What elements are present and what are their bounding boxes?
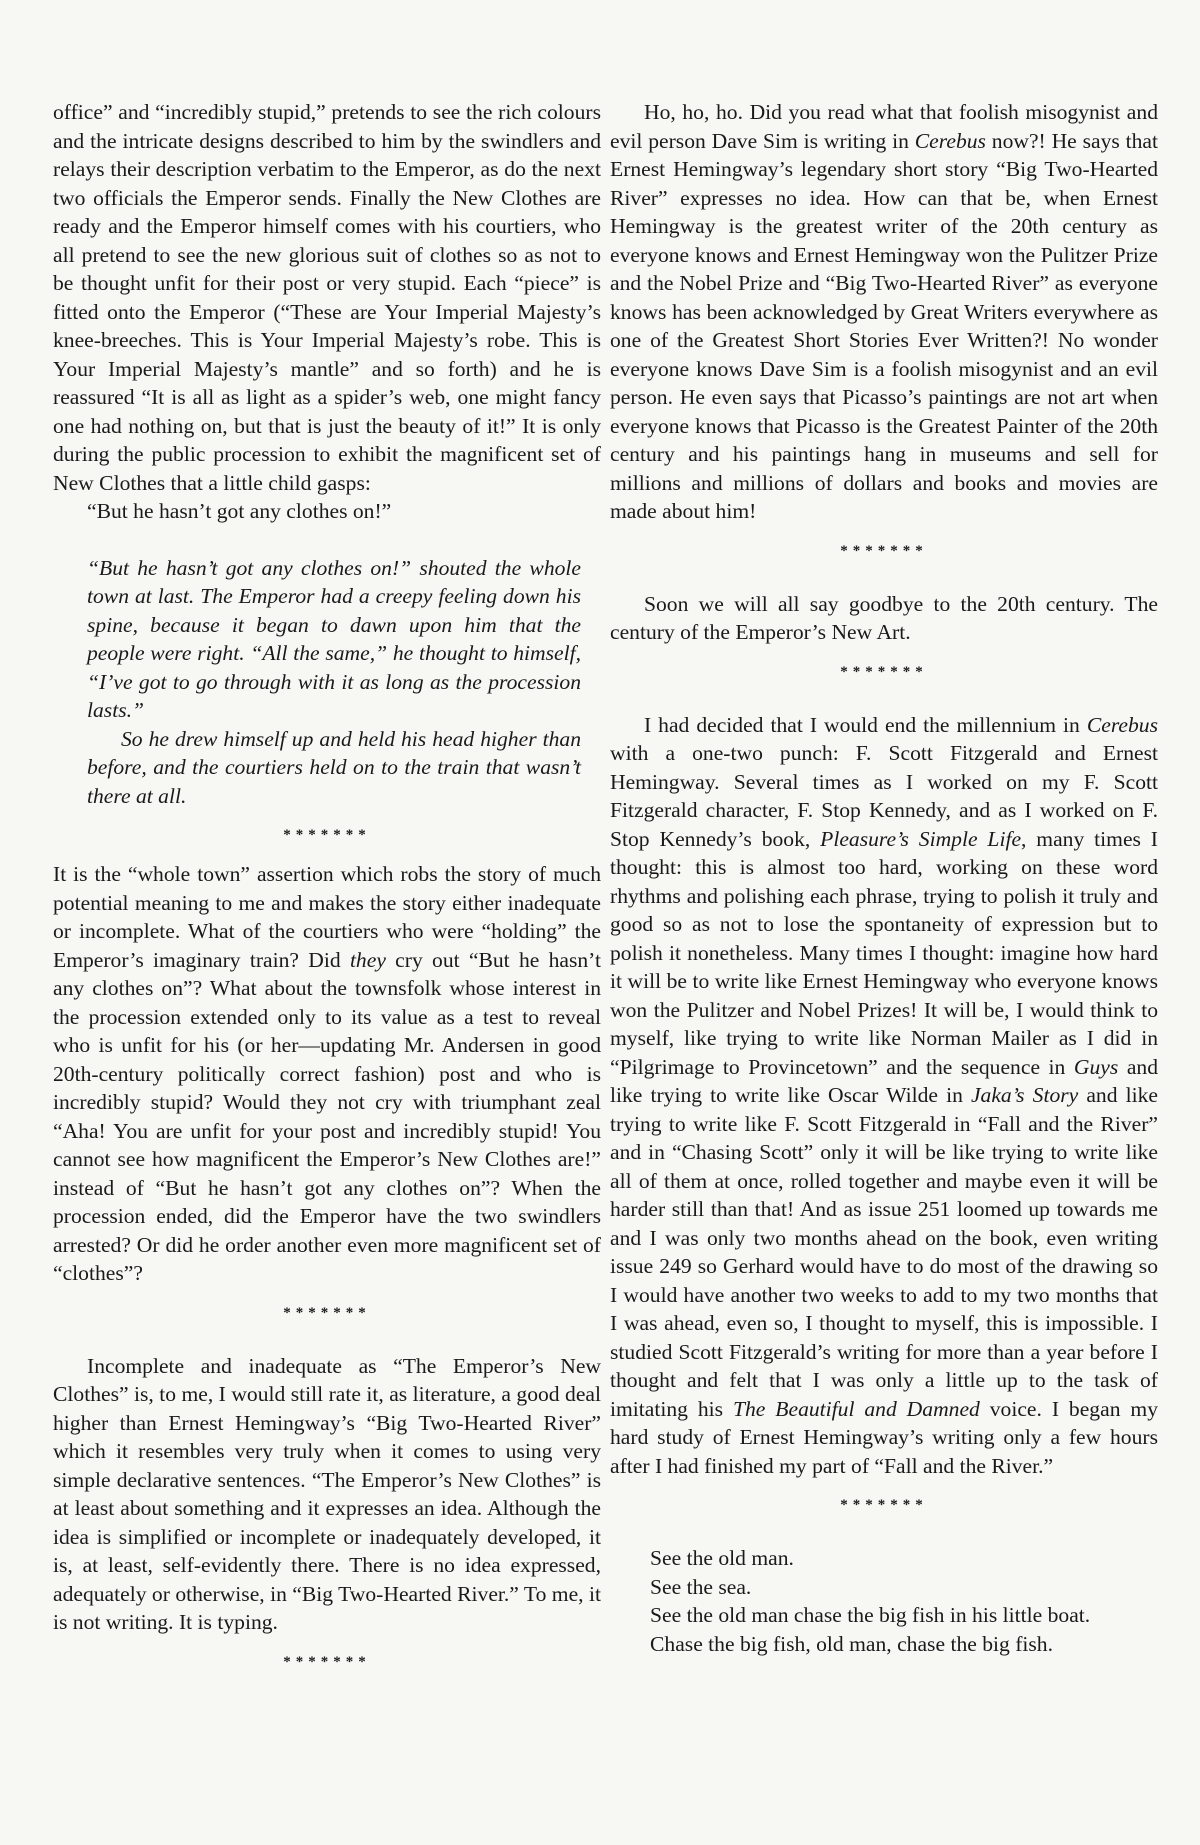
- section-divider: *******: [840, 1497, 928, 1513]
- section-divider: *******: [840, 542, 928, 559]
- paragraph-whole-town-assertion: It is the “whole town” assertion which robs the story of much potential meaning to me and makes the story either inadequate or incomplete. What of the courtiers who were “holding” the Emperor’s imaginary train? Did they cry out “But he hasn’t any clothes on”? What about the townsfolk whose interest in the procession extended only to its value as a test to reveal who is unfit for his (or her—updating Mr. Andersen in good 20th-century politically correct fashion) post and who is incredibly stupid? Would they not cry with triumphant zeal “Aha! You are unfit for your post and incredibly stupid! You cannot see how magnificent the Emperor’s New Clothes are!” instead of “But he hasn’t got any clothes on”? When the procession ended, did the Emperor have the two swindlers arrested? Or did he order another even more magnificent set of “clothes”?: [53, 862, 601, 1285]
- verse-line: See the sea.: [650, 1574, 752, 1599]
- section-divider: *******: [283, 1653, 371, 1670]
- left-column: [53, 98, 601, 1673]
- verse-line: See the old man chase the big fish in his little boat.: [650, 1603, 1091, 1627]
- paragraph-ho-ho-ho: Ho, ho, ho. Did you read what that foolish misogynist and evil person Dave Sim is writing in Cerebus now?! He says that Ernest Hemingway’s legendary short story “Big Two-Hearted River” expresses no idea. How can that be, when Ernest Hemingway is the greatest writer of the 20th century as everyone knows and Ernest Hemingway won the Pulitzer Prize and the Nobel Prize and “Big Two-Hearted River” as everyone knows has been acknowledged by Great Writers everywhere as one of the Greatest Short Stories Ever Written?! No wonder everyone knows Dave Sim is a foolish misogynist and an evil person. He even says that Picasso’s paintings are not art when everyone knows that Picasso is the Greatest Painter of the 20th century and his paintings hang in museums and sell for millions and millions of dollars and books and movies are made about him!: [610, 100, 1158, 523]
- verse-line: See the old man.: [650, 1546, 794, 1570]
- paragraph-incomplete-inadequate: Incomplete and inadequate as “The Emperor’s New Clothes” is, to me, I would still rate it, as literature, a good deal higher than Ernest Hemingway’s “Big Two-Hearted River” which it resembles very truly when it comes to using very simple declarative sentences. “The Emperor’s New Clothes” is at least about something and it expresses an idea. Although the idea is simplified or incomplete or inadequately developed, it is, at least, self-evidently there. There is no idea expressed, adequately or otherwise, in “Big Two-Hearted River.” To me, it is not writing. It is typing.: [53, 1353, 601, 1634]
- quote-whole-town: “But he hasn’t got any clothes on!” shouted the whole town at last. The Emperor had a creepy feeling down his spine, because it began to dawn upon him that the people were right. “All the same,” he thought to himself, “I’ve got to go through with it as long as the procession lasts.”: [87, 555, 581, 722]
- section-divider: *******: [283, 827, 371, 843]
- section-divider: *******: [283, 1304, 371, 1321]
- paragraph-millennium-punch: I had decided that I would end the millennium in Cerebus with a one-two punch: F. Scott Fitzgerald and Ernest Hemingway. Several times as I worked on my F. Scott Fitzgerald character, F. Stop Kennedy, and as I worked on F. Stop Kennedy’s book, Pleasure’s Simple Life, many times I thought: this is almost too hard, working on these word rhythms and polishing each phrase, trying to polish it truly and good so as not to lose the spontaneity of expression but to polish it nonetheless. Many times I thought: imagine how hard it will be to write like Ernest Hemingway who everyone knows won the Pulitzer and Nobel Prizes! It will be, I would think to myself, like trying to write like Norman Mailer as I did in “Pilgrimage to Provincetown” and the sequence in Guys and like trying to write like Oscar Wilde in Jaka’s Story and like trying to write like F. Scott Fitzgerald in “Fall and the River” and in “Chasing Scott” only it will be like trying to write like all of them at once, rolled together and maybe even it will be harder still than that! And as issue 251 loomed up towards me and I was only two months ahead on the book, even writing issue 249 so Gerhard would have to do most of the drawing so I would have another two weeks to add to my two months that I was ahead, even so, I thought to myself, this is impossible. I studied Scott Fitzgerald’s writing for more than a year before I thought and felt that I was only a little up to the task of imitating his The Beautiful and Damned voice. I began my hard study of Ernest Hemingway’s writing only a few hours after I had finished my part of “Fall and the River.”: [610, 712, 1158, 1478]
- paragraph-goodbye-century: Soon we will all say goodbye to the 20th century. The century of the Emperor’s New Art.: [610, 591, 1158, 644]
- paragraph-emperor-procession: office” and “incredibly stupid,” pretends to see the rich colours and the intricate designs described to him by the swindlers and relays their description verbatim to the Emperor, as do the next two officials the Emperor sends. Finally the New Clothes are ready and the Emperor himself comes with his courtiers, who all pretend to see the new glorious suit of clothes so as not to be thought unfit for their post or very stupid. Each “piece” is fitted onto the Emperor (“These are Your Imperial Majesty’s knee-breeches. This is Your Imperial Majesty’s robe. This is Your Imperial Majesty’s mantle” and so forth) and he is reassured “It is all as light as a spider’s web, one might fancy one had nothing on, but that is just the beauty of it!” It is only during the public procession to exhibit the magnificent set of New Clothes that a little child gasps:: [53, 100, 601, 495]
- right-column: [610, 98, 1158, 1658]
- paragraph-child-gasp: “But he hasn’t got any clothes on!”: [87, 499, 392, 523]
- verse-line: Chase the big fish, old man, chase the big fish.: [650, 1631, 1054, 1656]
- verse-old-man: [610, 1544, 1158, 1658]
- quote-courtiers-train: So he drew himself up and held his head higher than before, and the courtiers held on to the train that wasn’t there at all.: [87, 726, 581, 808]
- section-divider: *******: [840, 663, 928, 680]
